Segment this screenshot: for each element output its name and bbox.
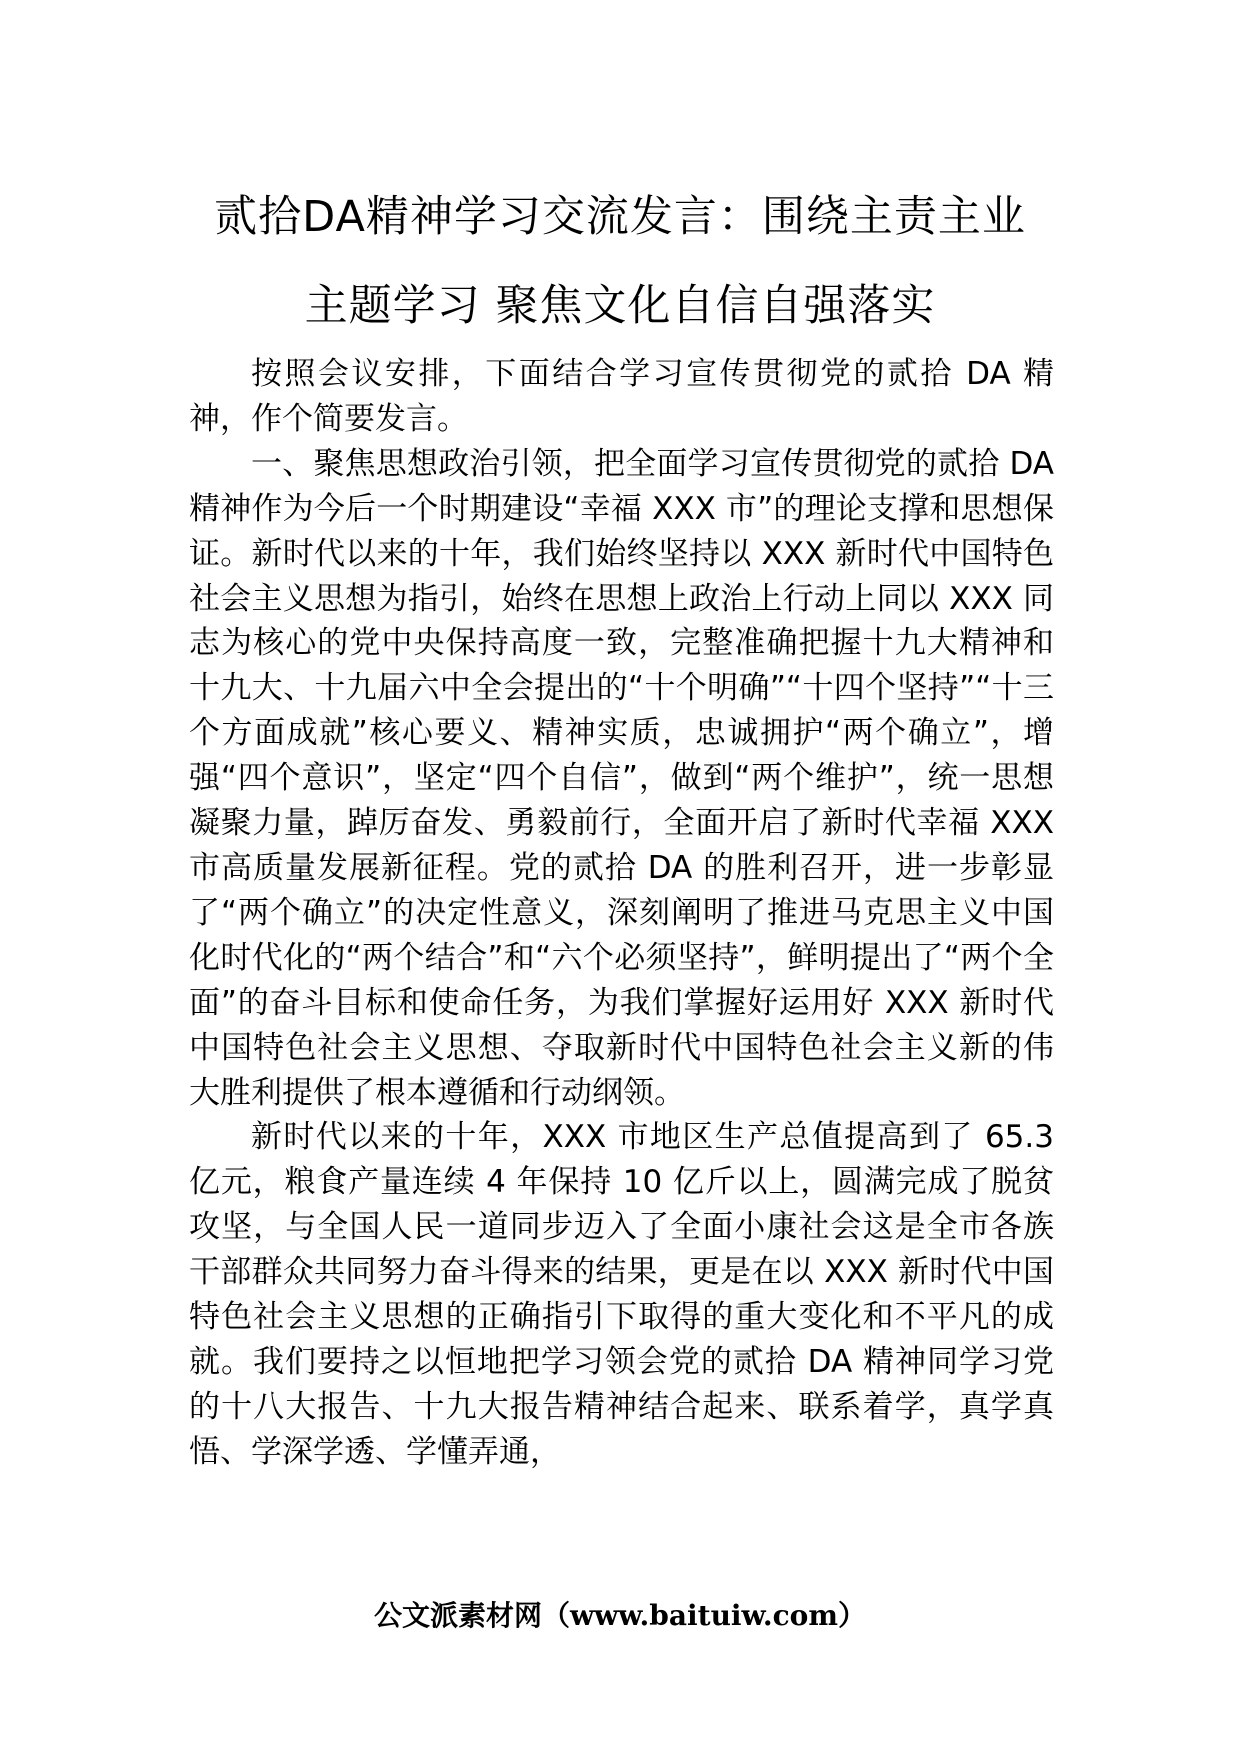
- source-footer: 公文派素材网（www.baituiw.com）: [374, 1599, 866, 1632]
- paragraph-achievements: 新时代以来的十年，XXX 市地区生产总值提高到了 65.3 亿元，粮食产量连续 4 年保持 10 亿斤以上，圆满完成了脱贫攻坚，与全国人民一道同步迈入了全面小康社会这是全市各族干部群众共同努力奋斗得来的结果，更是在以 XXX 新时代中国特色社会主义思想的正确指引下取得的重大变化和不平凡的成就。我们要持之以恒地把学习领会党的贰拾 DA 精神同学习党的十八大报告、十九大报告精神结合起来、联系着学，真学真悟、学深学透、学懂弄通，: [189, 1119, 1054, 1470]
- paragraph-intro: 按照会议安排，下面结合学习宣传贯彻党的贰拾 DA 精神，作个简要发言。: [189, 356, 1054, 437]
- paragraph-section-one: 一、聚焦思想政治引领，把全面学习宣传贯彻党的贰拾 DA 精神作为今后一个时期建设“幸福 XXX 市”的理论支撑和思想保证。新时代以来的十年，我们始终坚持以 XXX 新时代中国特色社会主义思想为指引，始终在思想上政治上行动上同以 XXX 同志为核心的党中央保持高度一致，完整准确把握十九大精神和十九大、十九届六中全会提出的“十个明确”“十四个坚持”“十三个方面成就”核心要义、精神实质，忠诚拥护“两个确立”，增强“四个意识”，坚定“四个自信”，做到“两个维护”，统一思想凝聚力量，踔厉奋发、勇毅前行，全面开启了新时代幸福 XXX 市高质量发展新征程。党的贰拾 DA 的胜利召开，进一步彰显了“两个确立”的决定性意义，深刻阐明了推进马克思主义中国化时代化的“两个结合”和“六个必须坚持”，鲜明提出了“两个全面”的奋斗目标和使命任务，为我们掌握好运用好 XXX 新时代中国特色社会主义思想、夺取新时代中国特色社会主义新的伟大胜利提供了根本遵循和行动纲领。: [189, 445, 1054, 1111]
- document-body: [189, 352, 1054, 1475]
- document-title-line-1: 贰拾DA精神学习交流发言：围绕主责主业: [214, 192, 1026, 242]
- document-title-line-2: 主题学习 聚焦文化自信自强落实: [304, 281, 936, 331]
